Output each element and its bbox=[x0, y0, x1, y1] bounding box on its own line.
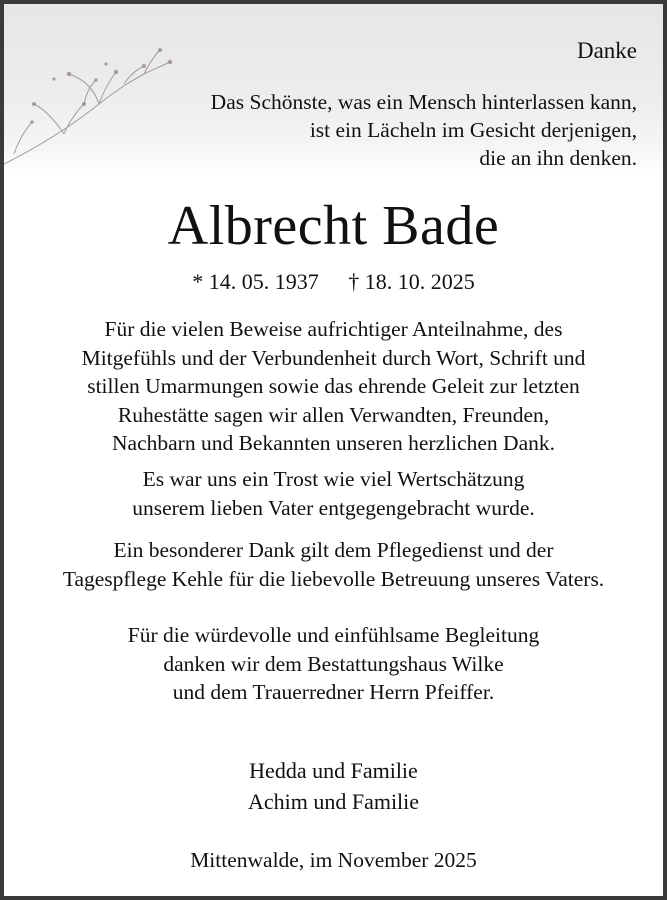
paragraph-line: stillen Umarmungen sowie das ehrende Geleit zur letzten bbox=[87, 374, 580, 398]
life-dates bbox=[4, 269, 663, 295]
paragraph-line: Ruhestätte sagen wir allen Verwandten, Freunden, bbox=[117, 402, 550, 427]
quote-line: die an ihn denken. bbox=[479, 146, 637, 170]
care-thanks-paragraph bbox=[4, 536, 663, 593]
paragraph-line: Tagespflege Kehle für die liebevolle Betreuung unseres Vaters. bbox=[62, 566, 605, 591]
paragraph-line: und dem Trauerredner Herrn Pfeiffer. bbox=[172, 680, 495, 704]
paragraph-line: Ein besonderer Dank gilt dem Pflegedienst und der bbox=[113, 538, 554, 562]
paragraph-line: danken wir dem Bestattungshaus Wilke bbox=[163, 651, 504, 676]
deceased-name: Albrecht Bade bbox=[167, 195, 500, 257]
quote-line: Das Schönste, was ein Mensch hinterlassen kann, bbox=[210, 90, 637, 114]
signature-line: Achim und Familie bbox=[247, 789, 420, 814]
paragraph-line: Nachbarn und Bekannten unseren herzlichen Dank. bbox=[112, 431, 555, 455]
place-and-date: Mittenwalde, im November 2025 bbox=[190, 848, 477, 872]
paragraph-line: Mitgefühls und der Verbundenheit durch Wort, Schrift und bbox=[81, 345, 586, 370]
death-date: † 18. 10. 2025 bbox=[348, 269, 475, 294]
signatures bbox=[4, 755, 663, 817]
dried-flower-image bbox=[4, 4, 244, 176]
header-title: Danke bbox=[576, 38, 637, 63]
paragraph-line: Für die vielen Beweise aufrichtiger Anteilnahme, des bbox=[104, 317, 563, 341]
header-banner bbox=[4, 4, 663, 176]
comfort-paragraph bbox=[4, 465, 663, 522]
signature-line: Hedda und Familie bbox=[249, 758, 418, 783]
birth-date: * 14. 05. 1937 bbox=[192, 269, 319, 294]
paragraph-line: unserem lieben Vater entgegengebracht wurde. bbox=[132, 495, 535, 520]
quote-line: ist ein Lächeln im Gesicht derjenigen, bbox=[309, 118, 637, 142]
thanks-paragraph bbox=[4, 315, 663, 458]
header-quote bbox=[211, 88, 637, 172]
paragraph-line: Es war uns ein Trost wie viel Wertschätzung bbox=[142, 467, 525, 491]
paragraph-line: Für die würdevolle und einfühlsame Begleitung bbox=[127, 623, 540, 647]
funeral-thanks-paragraph bbox=[4, 621, 663, 707]
